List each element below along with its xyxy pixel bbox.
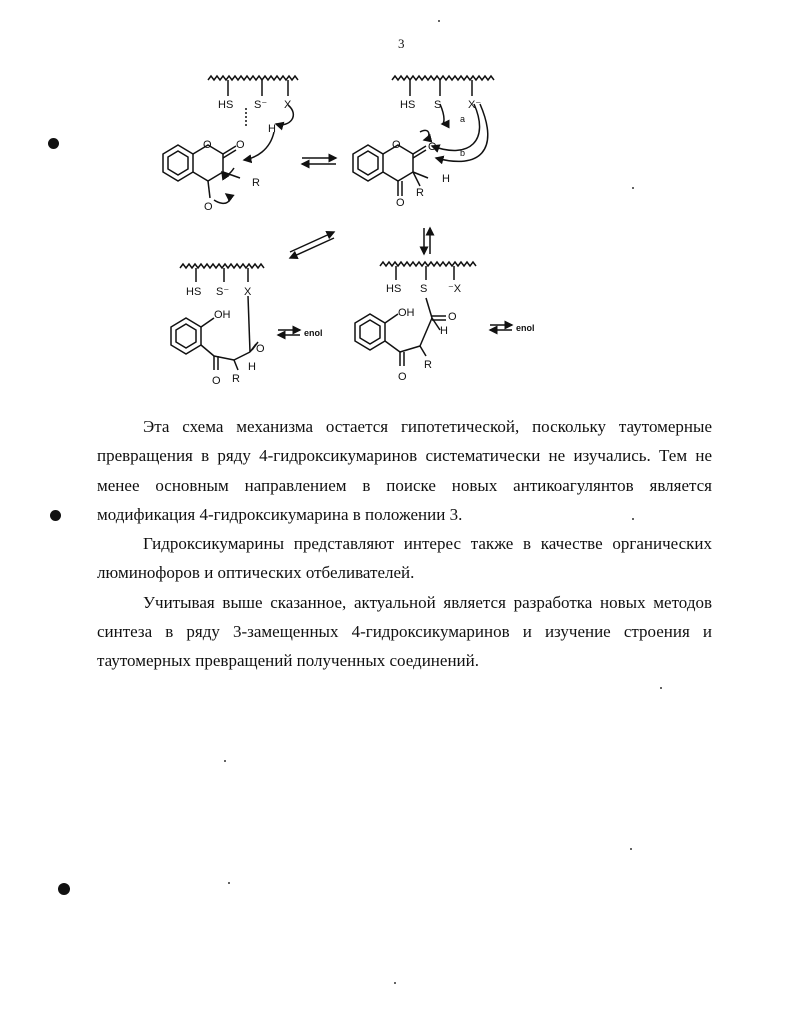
scan-speck: [228, 882, 230, 884]
label-oh-4: OH: [398, 307, 415, 319]
label-o-keto-2: O: [396, 197, 405, 209]
label-enol-2: enol: [516, 323, 535, 333]
label-o-carbonyl-1: O: [236, 139, 245, 151]
label-o-anion-1: O: [204, 201, 213, 213]
label-s-minus-1: S⁻: [254, 99, 268, 111]
label-hs-2: HS: [400, 99, 416, 111]
label-r-4: R: [424, 359, 432, 371]
scan-speck: [632, 518, 634, 520]
label-h-2: H: [442, 173, 450, 185]
label-r-1: R: [252, 177, 260, 189]
scan-mark: [58, 883, 70, 895]
label-s-2: S: [434, 99, 442, 111]
label-hs-1: HS: [218, 99, 234, 111]
label-r-2: R: [416, 187, 424, 199]
scan-speck: [660, 687, 662, 689]
structure-2: [353, 76, 494, 196]
label-hs-4: HS: [386, 283, 402, 295]
structure-3: [171, 264, 300, 370]
label-x-minus-2: X⁻: [468, 99, 482, 111]
label-oh-3: OH: [214, 309, 231, 321]
label-o-ring-2: O: [392, 139, 401, 151]
scan-mark: [50, 510, 61, 521]
label-enol-1: enol: [304, 328, 323, 338]
paragraph-2: Гидроксикумарины представляют интерес также в качестве органических люминофоров и оптических отбеливателей.: [97, 534, 712, 583]
scan-mark: [48, 138, 59, 149]
scan-speck: [630, 848, 632, 850]
label-s-minus-3: S⁻: [216, 286, 230, 298]
label-o-carbonyl-2: O: [428, 141, 437, 153]
scan-speck: [224, 760, 226, 762]
label-h-4: H: [440, 325, 448, 337]
structure-4: [355, 262, 512, 366]
structure-1: [163, 76, 298, 203]
label-o-ketone-3: O: [256, 343, 265, 355]
label-arrow-b: b: [460, 148, 466, 158]
scan-speck: [394, 982, 396, 984]
label-minus-x-4: ⁻X: [448, 283, 462, 295]
label-arrow-a: a: [460, 114, 466, 124]
label-hs-3: HS: [186, 286, 202, 298]
paragraph-1: Эта схема механизма остается гипотетической, поскольку таутомерные превращения в ряду 4-гидроксикумаринов систематически не изучались. Тем не менее основным направлением в поиске новых антикоагулянтов является модификация 4-гидроксикумарина в положении 3.: [97, 417, 712, 524]
scan-speck: [438, 20, 440, 22]
scan-speck: [632, 187, 634, 189]
label-x-3: X: [244, 286, 252, 298]
page-number: 3: [398, 36, 405, 51]
label-h-1: H: [268, 123, 276, 135]
label-x-1: X: [284, 99, 292, 111]
label-h-3: H: [248, 361, 256, 373]
label-r-3: R: [232, 373, 240, 385]
label-o-thioester-4: O: [448, 311, 457, 323]
reaction-mechanism-scheme: [0, 0, 797, 400]
label-o-keto-3: O: [212, 375, 221, 387]
paragraph-3: Учитывая выше сказанное, актуальной является разработка новых методов синтеза в ряду 3-замещенных 4-гидроксикумаринов и изучение строения и таутомерных превращений полученных соединений.: [97, 592, 712, 671]
label-s-4: S: [420, 283, 428, 295]
body-text: [97, 412, 712, 676]
label-o-keto-4: O: [398, 371, 407, 383]
label-o-ring-1: O: [203, 139, 212, 151]
